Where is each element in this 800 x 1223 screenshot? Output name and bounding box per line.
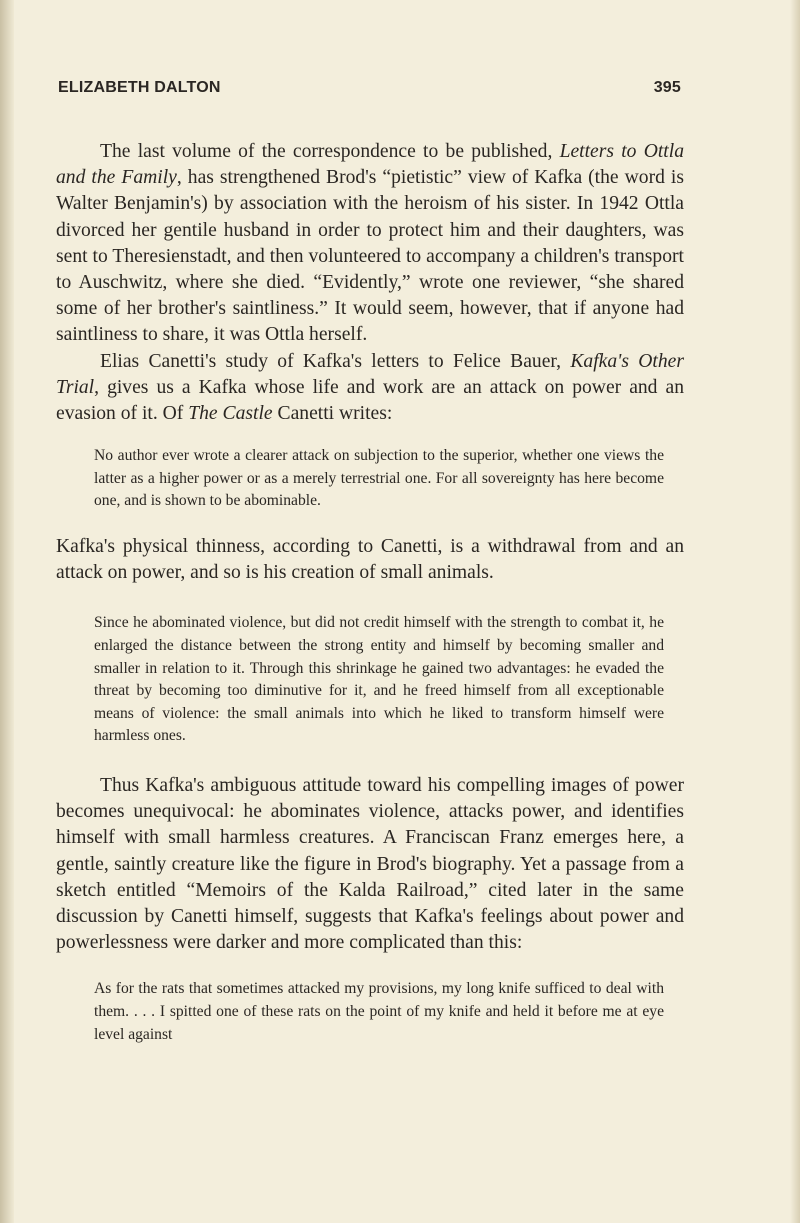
book-title-kafkas-other-trial: Kafka's Other Trial	[56, 350, 684, 398]
block-quote-3: As for the rats that sometimes attacked my provisions, my long knife sufficed to deal with them. . . . I spitted one of these rats on the point of my knife and held it before me at eye level against	[94, 980, 664, 1043]
spacer	[56, 513, 684, 534]
book-title-the-castle: The Castle	[188, 403, 273, 425]
page-edge	[790, 0, 800, 1223]
spacer	[56, 956, 684, 978]
paragraph-1-text-cont: , has strengthened Brod's “pietistic” view of Kafka (the word is Walter Benjamin's) by association with the heroism of his sister. In 1942 Ottla divorced her gentile husband in order to protect him and their daughters, was sent to Theresienstadt, and then volunteered to accompany a children's transport to Auschwitz, where she died. “Evidently,” wrote one reviewer, “she shared some of her brother's saintliness.” It would seem, however, that if anyone had saintliness to share, it was Ottla herself.	[56, 167, 684, 346]
spacer	[56, 748, 684, 773]
paragraph-2-text: Elias Canetti's study of Kafka's letters to Felice Bauer,	[100, 350, 571, 372]
book-title-letters-to-ottla: Letters to Ottla and the Family	[56, 141, 684, 189]
block-quote-2: Since he abominated violence, but did not credit himself with the strength to combat it, he enlarged the distance between the strong entity and himself by becoming smaller and smaller in relation to it. Through this shrinkage he gained two advantages: he evaded the threat by becoming too diminutive for it, and he freed himself from all exceptionable means of violence: the small animals into which he liked to transform himself were harmless ones.	[94, 614, 664, 745]
paragraph-2	[56, 349, 684, 428]
spacer	[56, 427, 684, 445]
running-head-author: ELIZABETH DALTON	[58, 79, 221, 96]
paragraph-1-text: The last volume of the correspondence to be published,	[100, 141, 560, 162]
paragraph-1	[56, 139, 684, 349]
paragraph-4: Thus Kafka's ambiguous attitude toward his compelling images of power becomes unequivocal: he abominates violence, attacks power, and identifies himself with small harmless creatures. A Franciscan Franz emerges here, a gentle, saintly creature like the figure in Brod's biography. Yet a passage from a sketch entitled “Memoirs of the Kalda Railroad,” cited later in the same discussion by Canetti himself, suggests that Kafka's feelings about power and powerlessness were darker and more complicated than this:	[56, 774, 684, 954]
spacer	[56, 586, 684, 612]
page-gutter-shadow	[0, 0, 14, 1223]
page-number: 395	[653, 79, 681, 96]
paragraph-3: Kafka's physical thinness, according to Canetti, is a withdrawal from and an attack on power, and so is his creation of small animals.	[56, 536, 684, 584]
block-quote-1: No author ever wrote a clearer attack on subjection to the superior, whether one views the latter as a higher power or as a merely terrestrial one. For all sovereignty has here become one, and is shown to be abominable.	[94, 447, 664, 510]
paragraph-2-text-end: Canetti writes:	[272, 403, 393, 425]
running-head	[58, 79, 681, 97]
page-body	[56, 139, 684, 1046]
paragraph-2-text-cont: , gives us a Kafka whose life and work are an attack on power and an evasion of it. Of	[56, 376, 684, 425]
